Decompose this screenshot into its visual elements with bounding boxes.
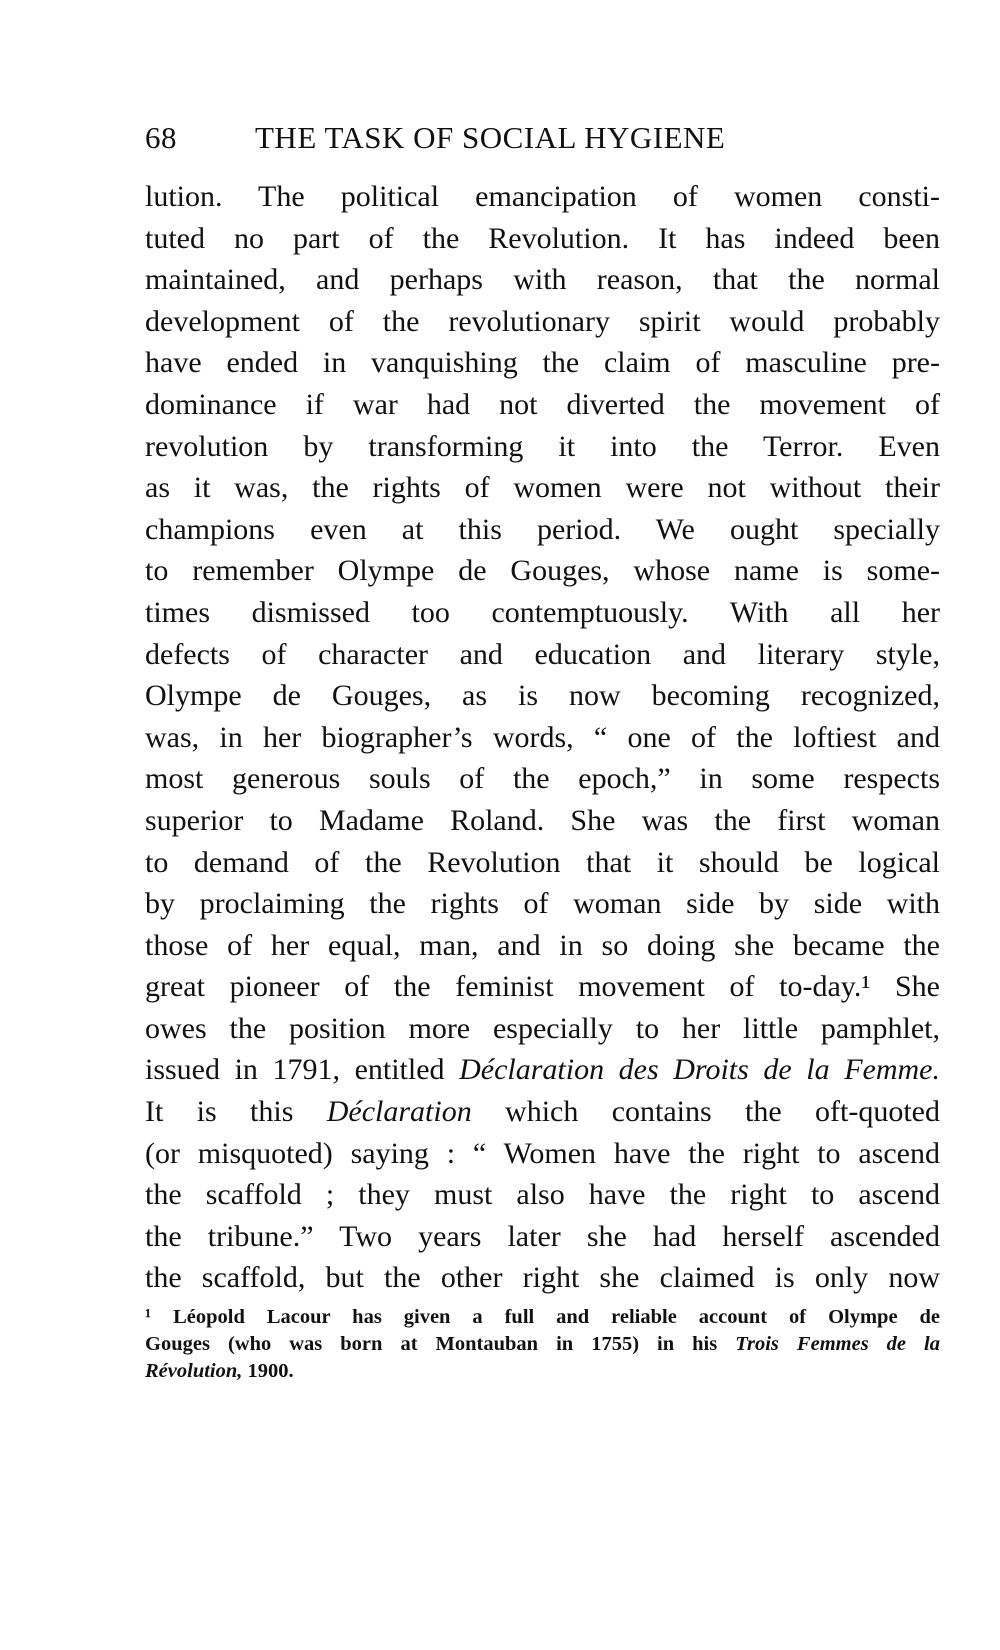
body-line	[145, 1091, 940, 1133]
footnote-line	[145, 1358, 940, 1385]
body-line: those of her equal, man, and in so doing she became the	[145, 928, 940, 962]
body-line	[145, 1049, 940, 1091]
running-head	[145, 118, 925, 158]
body-line: to demand of the Revolution that it should be logical	[145, 845, 940, 879]
pamphlet-short-title: Déclaration	[326, 1095, 472, 1129]
body-line: most generous souls of the epoch,” in some respects	[145, 762, 940, 796]
body-line: dominance if war had not diverted the movement of	[145, 387, 940, 421]
body-text-run: issued in 1791, entitled	[145, 1053, 460, 1087]
body-line: great pioneer of the feminist movement of to-day.¹ She	[145, 970, 940, 1004]
body-line: development of the revolutionary spirit would probably	[145, 304, 940, 338]
book-title: Trois Femmes de la	[735, 1333, 940, 1355]
body-line: maintained, and perhaps with reason, that the normal	[145, 263, 940, 297]
footnote-line: ¹ Léopold Lacour has given a full and reliable account of Olympe de	[145, 1306, 940, 1328]
body-line: defects of character and education and literary style,	[145, 637, 940, 671]
body-line: superior to Madame Roland. She was the first woman	[145, 803, 940, 837]
body-line: tuted no part of the Revolution. It has indeed been	[145, 221, 940, 255]
footnote	[145, 1304, 940, 1385]
body-line: by proclaiming the rights of woman side by side with	[145, 887, 940, 921]
body-line: (or misquoted) saying : “ Women have the right to ascend	[145, 1136, 940, 1170]
body-line: owes the position more especially to her little pamphlet,	[145, 1011, 940, 1045]
body-line: Olympe de Gouges, as is now becoming recognized,	[145, 679, 940, 713]
body-text-run: It is this	[145, 1095, 327, 1129]
body-line: the tribune.” Two years later she had herself ascended	[145, 1219, 940, 1253]
book-title-continued: Révolution,	[145, 1360, 243, 1382]
body-text	[145, 176, 940, 1299]
footnote-text-run: 1900.	[242, 1360, 294, 1382]
body-line: to remember Olympe de Gouges, whose name is some-	[145, 554, 940, 588]
body-line: as it was, the rights of women were not without their	[145, 471, 940, 505]
body-line: champions even at this period. We ought specially	[145, 512, 940, 546]
footnote-line	[145, 1331, 940, 1358]
page-number: 68	[145, 120, 177, 155]
body-line: revolution by transforming it into the Terror. Even	[145, 429, 940, 463]
pamphlet-title: Déclaration des Droits de la Femme.	[459, 1053, 940, 1087]
body-line: lution. The political emancipation of women consti-	[145, 180, 940, 213]
body-line: the scaffold ; they must also have the right to ascend	[145, 1178, 940, 1212]
body-line: have ended in vanquishing the claim of masculine pre-	[145, 346, 940, 380]
body-line: times dismissed too contemptuously. With all her	[145, 595, 940, 629]
body-text-run: which contains the oft-quoted	[471, 1095, 940, 1129]
running-title: THE TASK OF SOCIAL HYGIENE	[255, 120, 726, 155]
body-line: the scaffold, but the other right she claimed is only now	[145, 1261, 940, 1295]
footnote-text-run: Gouges (who was born at Montauban in 1755) in his	[145, 1333, 736, 1355]
body-line: was, in her biographer’s words, “ one of the loftiest and	[145, 720, 940, 754]
